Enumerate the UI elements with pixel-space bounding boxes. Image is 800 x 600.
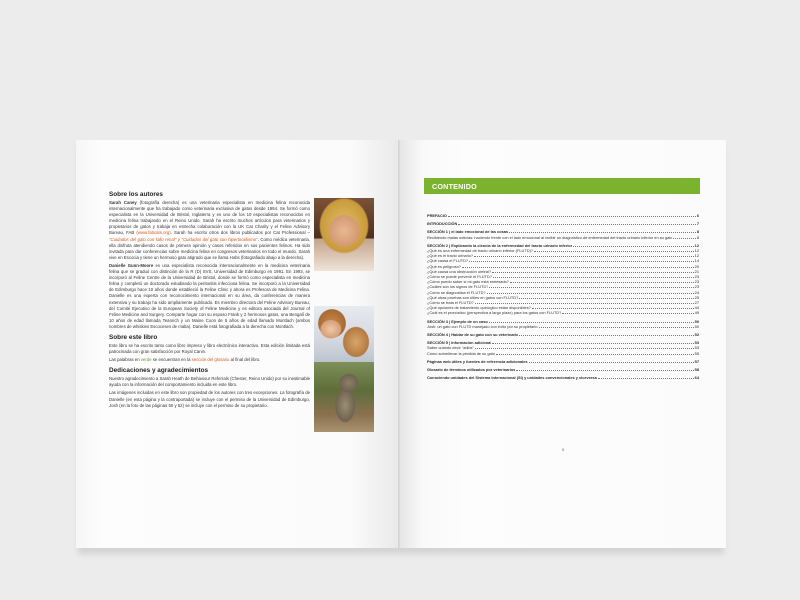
toc-entry-page: 44 (694, 305, 699, 311)
toc-entry-title: ¿Cómo puedo saber si mi gato está estresado? (427, 279, 509, 285)
toc-dot-leader (489, 322, 694, 323)
toc-entry-title: INTRODUCCIÓN (427, 221, 458, 227)
toc-dot-leader (673, 238, 695, 239)
toc-entry-page: 14 (694, 258, 699, 264)
toc-entry-title: Josh: un gato con FLUTD manejado con éxito por su propietario (427, 323, 538, 329)
danielle-with-cat-photo (314, 306, 374, 364)
toc-entry-page: 50 (694, 323, 699, 329)
toc-entry[interactable] (427, 324, 699, 329)
left-page (76, 140, 399, 548)
toc-dot-leader (534, 251, 694, 252)
toc-entry-page: 8 (696, 229, 699, 235)
toc-dot-leader (539, 327, 694, 328)
green-word: verde (140, 357, 152, 363)
toc-entry-page: 55 (694, 350, 699, 356)
toc-dot-leader (510, 282, 694, 283)
toc-entry-page: 52 (694, 332, 699, 338)
toc-entry-title: SECCIÓN 2 | Explicando la ciencia de la enfermedad del tracto urinario inferior (427, 242, 573, 248)
toc-dot-leader (496, 354, 694, 355)
page-number: 5 (562, 447, 565, 452)
toc-entry[interactable] (427, 235, 699, 240)
danielle-name: Danielle Gunn-Moore (109, 262, 154, 268)
toc-dot-leader (529, 362, 694, 363)
sarah-caney-photo (314, 198, 374, 271)
table-of-contents (427, 213, 699, 380)
toc-entry-page: 8 (696, 234, 699, 240)
toc-entry[interactable] (427, 351, 699, 356)
toc-entry-title: ¿Qué es el tracto urinario? (427, 253, 474, 259)
toc-entry-title: ¿Cuáles son los signos de FLUTD? (427, 284, 489, 290)
toc-entry-title: ¿Qué es una enfermedad de tracto urinario inferior (FLUTD)? (427, 248, 533, 254)
toc-entry-page: 12 (694, 248, 699, 254)
toc-entry-title: Conociendo unidades del Sistema Internacional (SI) y unidades convencionales y viceversa (427, 375, 597, 381)
toc-entry-page: 50 (694, 318, 699, 324)
toc-entry-page: 27 (694, 300, 699, 306)
toc-entry-page: 20 (694, 263, 699, 269)
other-books-link[interactable]: "Cuidados del gato con fallo renal" y "Cuidados del gato con hipertiroidismo" (109, 236, 258, 242)
dedications-heading: Dedicaciones y agradecimientos (109, 367, 209, 375)
toc-entry-title: Páginas web útiles y fuentes de referencia adicionales (427, 358, 528, 364)
p1c-text: . Como médica veterinaria, ella disfruta atendiendo casos de primera opinión y casos referidos en sus pacientes felinos. Ha sido invitada para dar conferencias sobre medicina felina en congresos veterinarios en todo el mundo. Sarah vive en Escocia y tiene un hermoso gato atigrado que se llama Hobs (fotografiado abajo a la derecha). (109, 236, 310, 260)
toc-entry-page: 21 (694, 268, 699, 274)
toc-dot-leader (492, 272, 694, 273)
toc-entry[interactable] (427, 359, 699, 364)
toc-dot-leader (509, 232, 696, 233)
toc-entry[interactable] (427, 332, 699, 337)
toc-entry-page: 23 (694, 274, 699, 280)
toc-dot-leader (475, 303, 694, 304)
toc-entry-page: 12 (694, 253, 699, 259)
right-page (400, 140, 726, 548)
toc-entry-title: ¿Cómo se puede prevenir el FLUTD? (427, 274, 492, 280)
toc-entry-title: ¿Qué causa una obstrucción uretral? (427, 268, 492, 274)
toc-dot-leader (598, 378, 694, 379)
about-book-p1: Este libro se ha escrito tanto como libro impreso y libro electrónico interactivo. Esta edición limitada está patrocinada con gran satisfacción por Royal Canin. (109, 342, 310, 355)
toc-dot-leader (519, 298, 693, 299)
toc-entry-page: 57 (694, 358, 699, 364)
toc-entry[interactable] (427, 221, 699, 226)
dedications-p1: Nuestro agradecimiento a Sarah Heath de Behaviour Referrals (Chester, Reino Unido) por su inestimable ayuda con la información del comportamiento incluida en este libro. (109, 376, 310, 388)
sarah-caney-paragraph (109, 200, 310, 261)
toc-entry-title: PREFACIO (427, 213, 447, 218)
toc-dot-leader (493, 277, 694, 278)
toc-dot-leader (487, 293, 694, 294)
toc-dot-leader (489, 287, 693, 288)
left-text-column (109, 191, 310, 411)
glossary-link[interactable]: sección del glosario (191, 357, 230, 363)
toc-dot-leader (492, 343, 693, 344)
toc-entry-title: ¿Qué causa el FLUTD? (427, 258, 469, 264)
toc-entry-page: 6 (696, 213, 699, 218)
p2a: Las palabras en (109, 357, 141, 363)
p2-text: es una especialista reconocida internacionalmente en la medicina veterinaria felina que se graduó con distinción de la R (D) SVS, Universidad de Edimburgo en 1991. En 1993, se incorporó al Feline Centre de la Universidad de Bristol, donde se formó como especialista en medicina felina y completó un doctorado estudiando la peritonitis infecciosa felina. Se incorporó a la Universidad de Edimburgo hace 10 años donde estableció la Feline Clinic y ahora es Profesora de Medicina Felina. Danielle es una experta con reconocimiento internacional en su área, da conferencias de manera extensiva y su trabajo ha sido ampliamente publicado. Es miembro directora del Feline Advisory Bureau, del Comité Ejecutivo de la European Society of Feline Medicine y es editora asociada del Journal of Feline Medicine and Surgery. Comparte hogar con su esposo Frank y 2 hermosos gatos, una Bengalí de 10 años de edad llamada Teanrich y un Maine Coon de 5 años de edad llamado Montlach (ambos nombres de whiskies Escoceses de malta). Danielle está fotografiada a la derecha con Montlach. (109, 262, 310, 329)
toc-entry[interactable] (427, 310, 699, 315)
toc-entry-page: 53 (694, 345, 699, 351)
toc-dot-leader (475, 348, 694, 349)
dedications-p2: Las imágenes incluidas en este libro son propiedad de los autores con tres excepciones. La fotografía de Danielle (en esta página y la contraportada) se incluye con el permiso de la Universidad de Edimburgo, Josh (en la foto de las páginas 50 y 52) se incluye con el permiso de su propietario. (109, 390, 310, 408)
toc-entry-title: Glosario de términos utilizados por veterinarios (427, 367, 516, 373)
toc-entry[interactable] (427, 213, 699, 218)
toc-dot-leader (458, 224, 696, 225)
toc-entry-page: 23 (694, 279, 699, 285)
toc-dot-leader (519, 335, 693, 336)
toc-entry-page: 23 (694, 284, 699, 290)
toc-entry-title: SECCIÓN 5 | Información adicional (427, 340, 492, 346)
about-book-p2 (109, 357, 310, 363)
toc-dot-leader (469, 261, 694, 262)
toc-dot-leader (562, 313, 693, 314)
toc-dot-leader (573, 246, 693, 247)
tabby-cat-photo (314, 362, 374, 432)
toc-entry-page: 58 (694, 367, 699, 373)
toc-entry-title: SECCIÓN 4 | Hablar de su gato con su veterinario (427, 332, 519, 338)
p2c: al final del libro. (229, 357, 261, 363)
about-book-heading: Sobre este libro (109, 333, 158, 341)
toc-entry-page: 24 (694, 289, 699, 295)
contents-title: CONTENIDO (432, 181, 477, 191)
toc-entry-page: 49 (694, 310, 699, 316)
toc-entry-title: SECCIÓN 1 | el lado emocional de las cosas (427, 229, 509, 235)
toc-entry-title: ¿Qué opciones de tratamiento quirúrgico están disponibles? (427, 305, 531, 311)
fabcats-link[interactable]: (www.fabcats.org) (134, 230, 171, 236)
p2b: se encuentran en la (151, 357, 192, 363)
toc-dot-leader (532, 308, 694, 309)
danielle-paragraph (109, 263, 310, 330)
toc-entry-title: ¿Cómo se trata el FLUTD? (427, 300, 474, 306)
toc-entry-title: Recibiendo malas noticias: haciendo frente con el lado emocional al recibir un diagnóstico de enfermedad del tracto urinario inferior en su gato (427, 234, 673, 240)
about-authors-heading: Sobre los autores (109, 191, 163, 198)
toc-entry-title: Cómo sobrellevar la pérdida de su gato (427, 350, 495, 356)
toc-entry-page: 12 (694, 242, 699, 248)
toc-entry[interactable] (427, 375, 699, 380)
toc-entry-title: ¿Cómo se diagnostica el FLUTD? (427, 289, 486, 295)
toc-entry-page: 53 (694, 340, 699, 346)
toc-entry-title: ¿Qué otras pruebas son útiles en gatos con FLUTD? (427, 294, 519, 300)
toc-dot-leader (448, 216, 696, 217)
toc-entry-title: ¿Qué es peligroso? (427, 263, 461, 269)
toc-entry-title: ¿Cuál es el pronóstico (perspectiva a largo plazo) para los gatos con FLUTD? (427, 310, 562, 316)
toc-entry-title: Saber cuándo decir "adiós" (427, 345, 474, 351)
toc-dot-leader (516, 370, 693, 371)
toc-entry-page: 7 (696, 221, 699, 227)
toc-entry[interactable] (427, 367, 699, 372)
toc-entry-title: SECCIÓN 3 | Ejemplo de un caso (427, 318, 488, 324)
sarah-caney-name: Sarah Caney (109, 200, 137, 205)
toc-dot-leader (462, 267, 694, 268)
contents-banner (424, 178, 700, 194)
toc-entry-page: 25 (694, 294, 699, 300)
p1b-text: . Sarah ha escrito otros dos libros publicados por Cat Professional – (170, 230, 310, 236)
toc-entry-page: 64 (694, 375, 699, 381)
p1-text: (fotografía derecha) es una veterinaria especialista en medicina felina reconocida internacionalmente que ha trabajado como veterinaria exclusiva de gatos desde 1994. Se formó como especialista en la Universidad de Bristol, Inglaterra y es uno de los 10 especialistas reconocidos en medicina felina trabajando en el Reino Unido. Sarah ha escrito muchos artículos para veterinarios y propietarios de gatos y trabaja en estrecha colaboración con la UK Cat Charity y el Feline Advisory Bureau, FAB (109, 200, 310, 236)
toc-dot-leader (474, 256, 694, 257)
